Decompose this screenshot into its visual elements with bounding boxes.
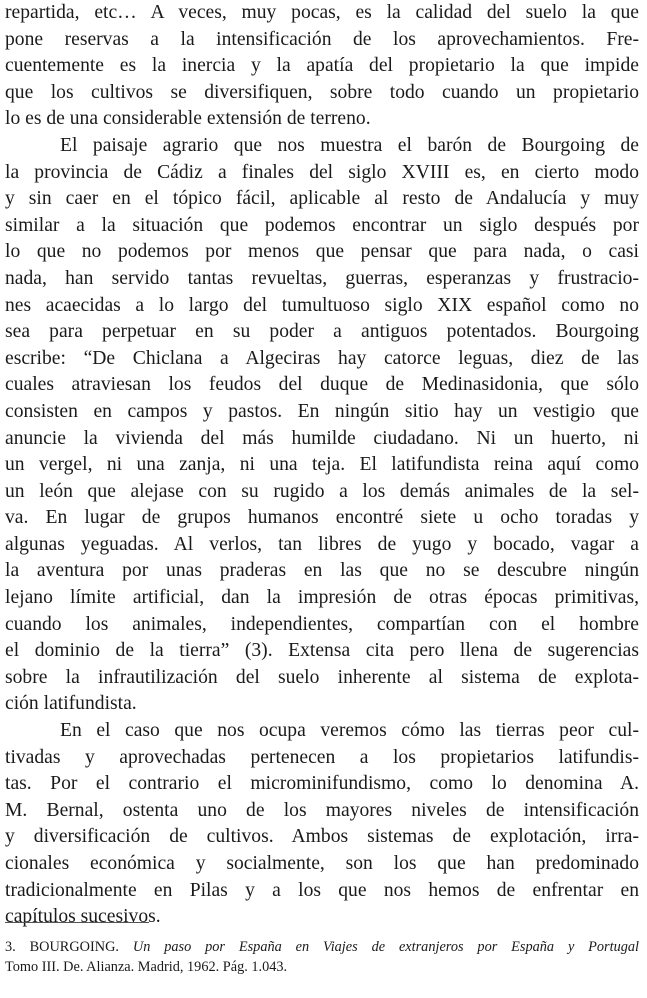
text-line: que los cultivos se diversifiquen, sobre todo cuando un propietario — [5, 81, 639, 103]
text-line: nada, han servido tantas revueltas, guerras, esperanzas y frustracio- — [5, 267, 639, 289]
text-line: En el caso que nos ocupa veremos cómo las tierras peor cul- — [60, 720, 639, 742]
text-line: y sin caer en el tópico fácil, aplicable al resto de Andalucía y muy — [5, 188, 639, 210]
text-line: similar a la situación que podemos encontrar un siglo después por — [5, 214, 639, 236]
document-body — [5, 0, 639, 931]
text-line: y diversificación de cultivos. Ambos sistemas de explotación, irra- — [5, 826, 639, 848]
text-line: la provincia de Cádiz a finales del siglo XVIII es, en cierto modo — [5, 161, 639, 183]
text-line: ción latifundista. — [5, 693, 137, 715]
text-line: tivadas y aprovechadas pertenecen a los propietarios latifundis- — [5, 746, 639, 768]
paragraph-2 — [5, 133, 639, 718]
text-line: un vergel, ni una zanja, ni una teja. El latifundista reina aquí como — [5, 454, 639, 476]
text-line: la aventura por unas praderas en las que no se descubre ningún — [5, 560, 639, 582]
text-line: capítulos sucesivos. — [5, 906, 161, 928]
text-line: tradicionalmente en Pilas y a los que nos hemos de enfrentar en — [5, 879, 639, 901]
paragraph-3 — [5, 718, 639, 931]
text-line: sea para perpetuar en su poder a antiguos potentados. Bourgoing — [5, 321, 639, 343]
footnote-author: BOURGOING. — [29, 939, 119, 955]
text-line: escribe: “De Chiclana a Algeciras hay catorce leguas, diez de las — [5, 347, 639, 369]
text-line: va. En lugar de grupos humanos encontré siete u ocho toradas y — [5, 507, 639, 529]
paragraph-1 — [5, 0, 639, 133]
text-line: algunas yeguadas. Al verlos, tan libres de yugo y bocado, vagar a — [5, 533, 639, 555]
text-line: el dominio de la tierra” (3). Extensa cita pero llena de sugerencias — [5, 640, 639, 662]
footnote-number: 3. — [5, 939, 16, 955]
text-line: cionales económica y socialmente, son los que han predominado — [5, 853, 639, 874]
text-line: consisten en campos y pastos. En ningún sitio hay un vestigio que — [5, 400, 639, 422]
text-line: El paisaje agrario que nos muestra el barón de Bourgoing de — [60, 134, 639, 156]
text-line: lejano límite artificial, dan la impresión de otras épocas primitivas, — [5, 587, 639, 609]
text-line: un león que alejase con su rugido a los demás animales de la sel- — [5, 480, 639, 502]
text-line: lo es de una considerable extensión de terreno. — [5, 108, 371, 130]
text-line: cuentemente es la inercia y la apatía del propietario la que impide — [5, 55, 639, 77]
text-line: cuales atraviesan los feudos del duque de Medinasidonia, que sólo — [5, 374, 639, 396]
text-line: tas. Por el contrario el microminifundismo, como lo denomina A. — [5, 773, 639, 795]
text-line: pone reservas a la intensificación de los aprovechamientos. Fre- — [5, 28, 639, 50]
text-line: anuncie la vivienda del más humilde ciudadano. Ni un huerto, ni — [5, 427, 639, 449]
text-line: sobre la infrautilización del suelo inherente al sistema de explota- — [5, 666, 639, 688]
text-line: repartida, etc… A veces, muy pocas, es la calidad del suelo la que — [5, 2, 639, 23]
footnote-details: Tomo III. De. Alianza. Madrid, 1962. Pág. 1.043. — [5, 959, 288, 975]
footnote-divider — [5, 922, 149, 923]
footnote — [5, 937, 639, 977]
text-line: lo que no podemos por menos que pensar que para nada, o casi — [5, 241, 639, 263]
text-line: M. Bernal, ostenta uno de los mayores niveles de intensificación — [5, 799, 639, 821]
text-line: nes acaecidas a lo largo del tumultuoso siglo XIX español como no — [5, 294, 639, 316]
footnote-line-1 — [5, 937, 639, 957]
footnote-title: Un paso por España en Viajes de extranjeros por España y Portugal — [132, 939, 640, 955]
text-line: cuando los animales, independientes, compartían con el hombre — [5, 613, 639, 635]
